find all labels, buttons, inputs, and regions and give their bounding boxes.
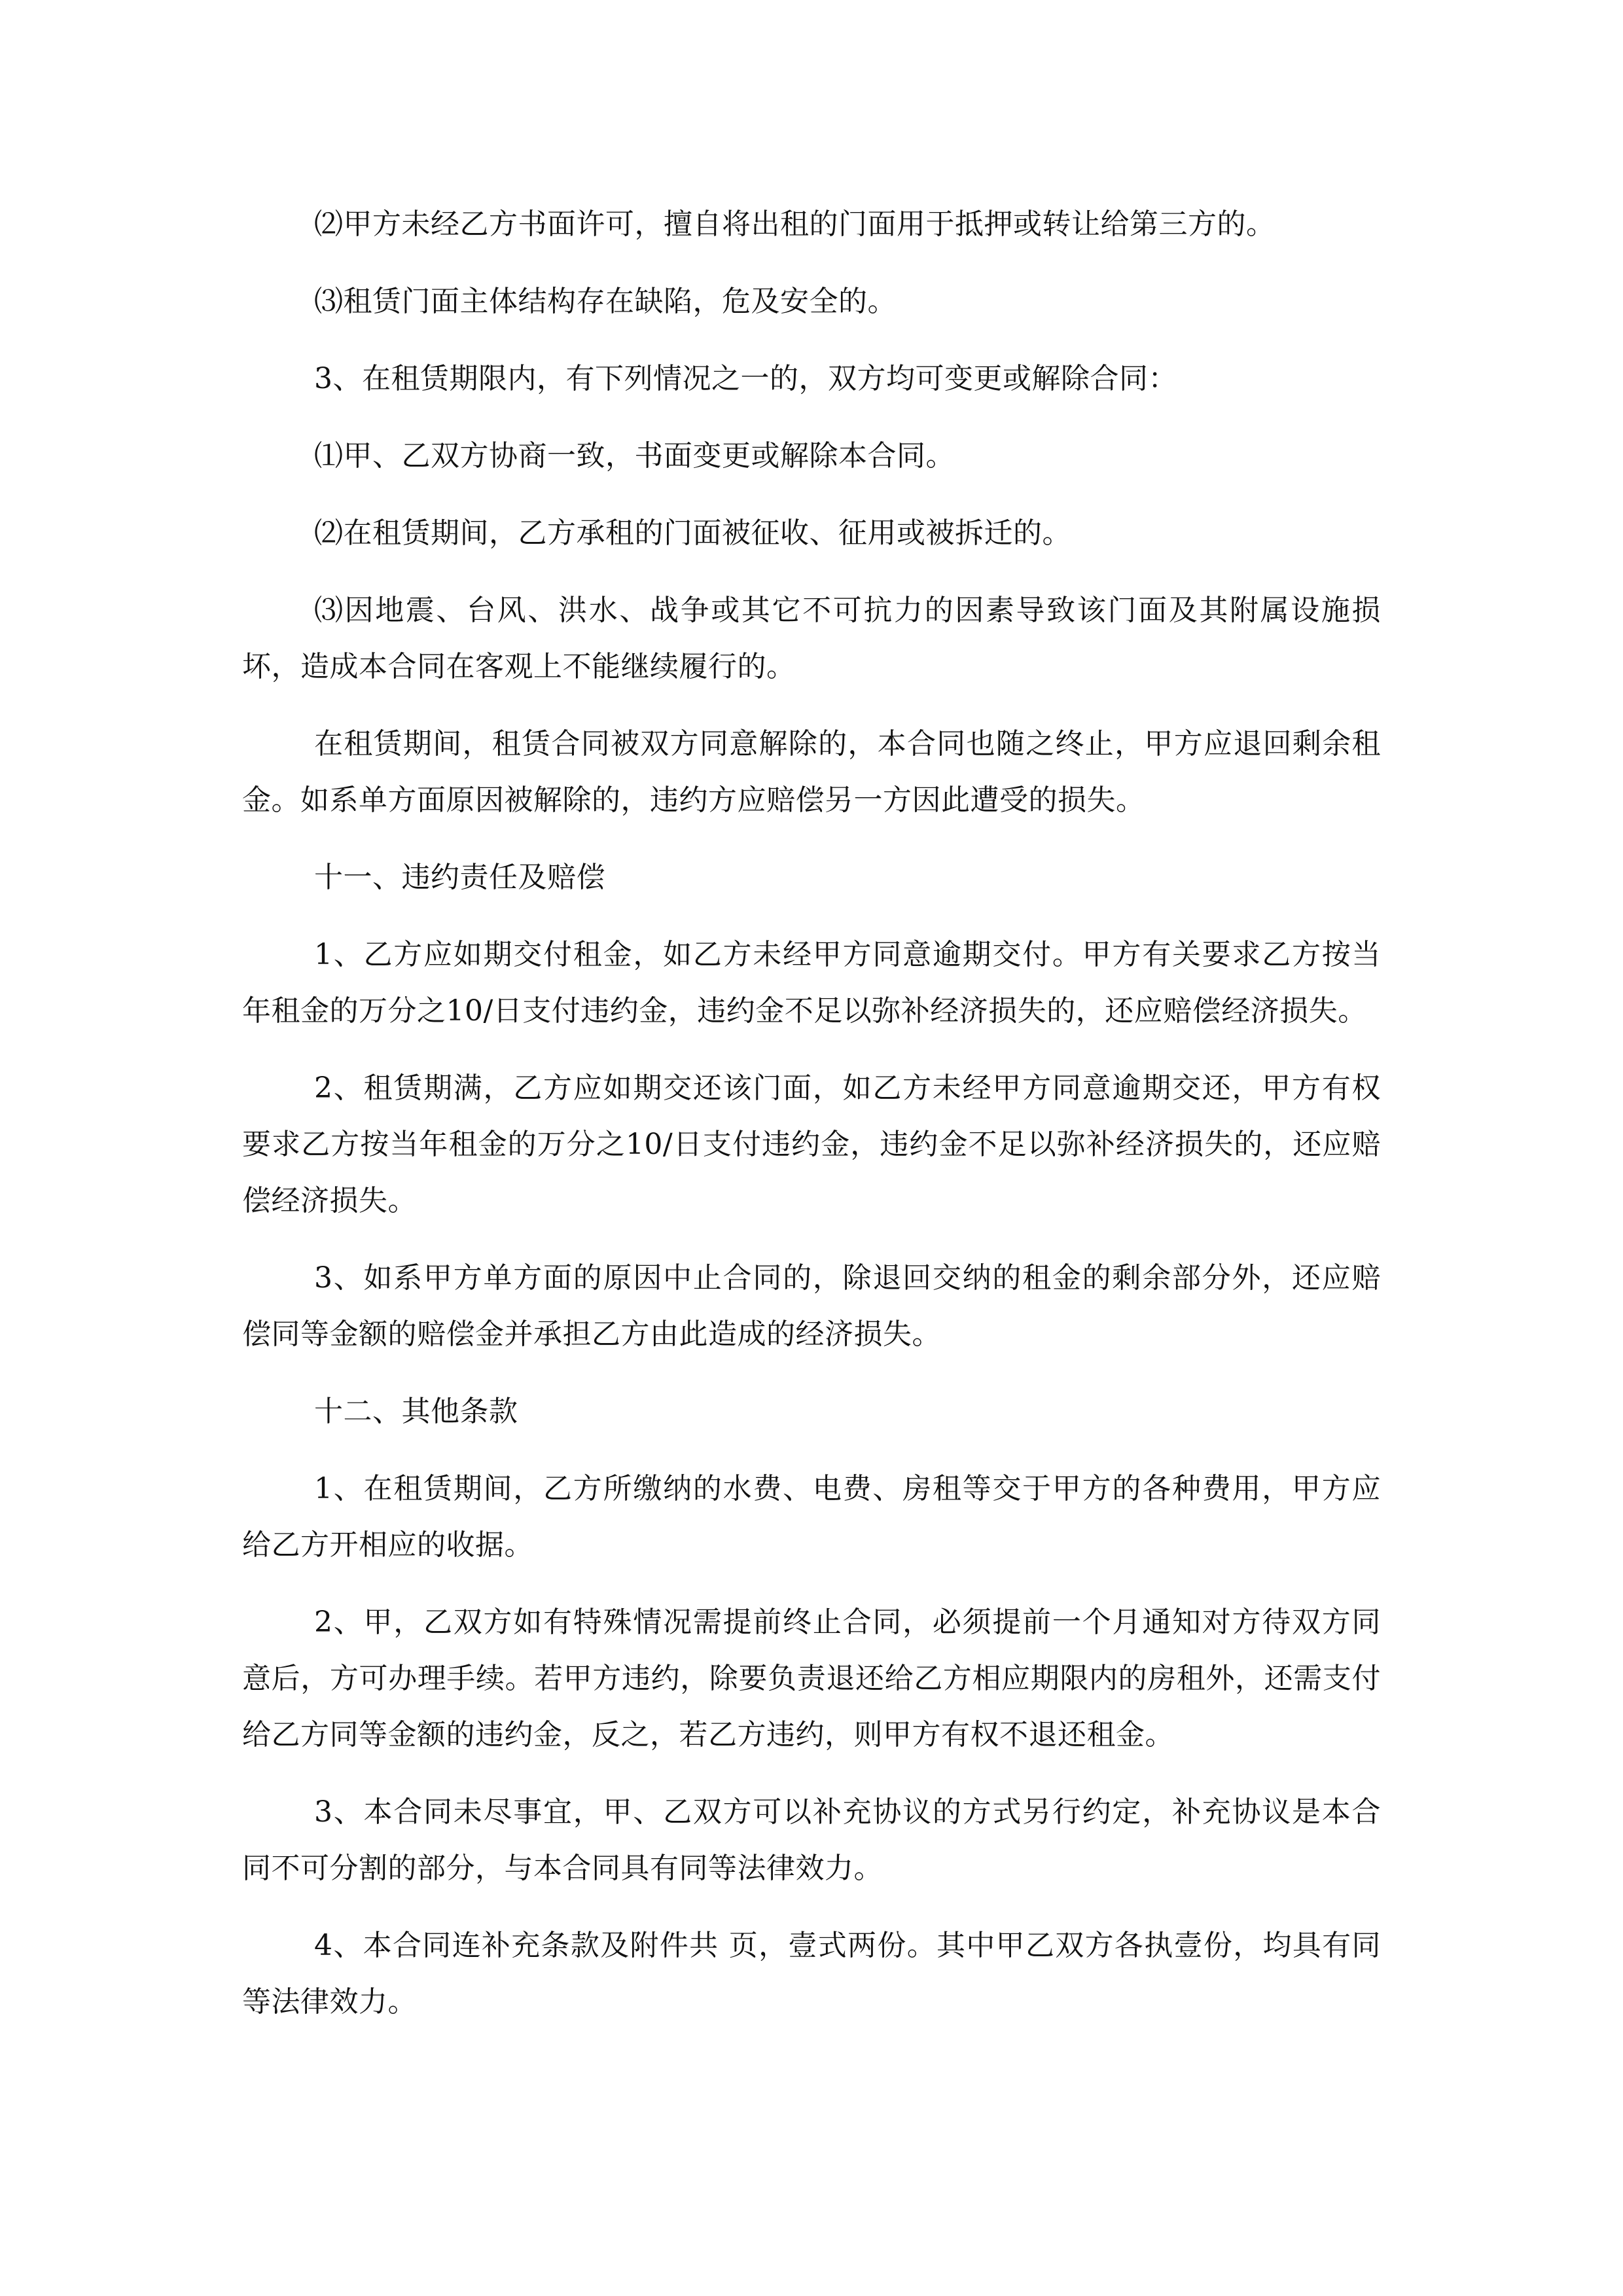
clause-paragraph: 3、本合同未尽事宜，甲、乙双方可以补充协议的方式另行约定，补充协议是本合同不可分割的部分，与本合同具有同等法律效力。 [242,1795,1381,1885]
clause-paragraph: 2、甲，乙双方如有特殊情况需提前终止合同，必须提前一个月通知对方待双方同意后，方可办理手续。若甲方违约，除要负责退还给乙方相应期限内的房租外，还需支付给乙方同等金额的违约金，反之，若乙方违约，则甲方有权不退还租金。 [242,1605,1381,1751]
document-body [242,196,1381,2051]
section-heading-other-terms: 十二、其他条款 [314,1395,518,1428]
clause-paragraph: ⑴甲、乙双方协商一致，书面变更或解除本合同。 [314,439,955,473]
section-heading-breach: 十一、违约责任及赔偿 [314,861,605,894]
clause-paragraph: 3、如系甲方单方面的原因中止合同的，除退回交纳的租金的剩余部分外，还应赔偿同等金额的赔偿金并承担乙方由此造成的经济损失。 [242,1261,1381,1351]
clause-paragraph: 1、乙方应如期交付租金，如乙方未经甲方同意逾期交付。甲方有关要求乙方按当年租金的万分之10/日支付违约金，违约金不足以弥补经济损失的，还应赔偿经济损失。 [242,938,1381,1028]
clause-paragraph: 2、租赁期满，乙方应如期交还该门面，如乙方未经甲方同意逾期交还，甲方有权要求乙方按当年租金的万分之10/日支付违约金，违约金不足以弥补经济损失的，还应赔偿经济损失。 [242,1071,1381,1217]
clause-paragraph: 4、本合同连补充条款及附件共 页，壹式两份。其中甲乙双方各执壹份，均具有同等法律效力。 [242,1929,1381,2018]
clause-paragraph: ⑶因地震、台风、洪水、战争或其它不可抗力的因素导致该门面及其附属设施损坏，造成本合同在客观上不能继续履行的。 [242,594,1381,683]
clause-paragraph: 3、在租赁期限内，有下列情况之一的，双方均可变更或解除合同： [314,362,1177,395]
clause-paragraph: 在租赁期间，租赁合同被双方同意解除的，本合同也随之终止，甲方应退回剩余租金。如系单方面原因被解除的，违约方应赔偿另一方因此遭受的损失。 [242,727,1381,817]
clause-paragraph: ⑶租赁门面主体结构存在缺陷，危及安全的。 [314,285,897,318]
clause-paragraph: 1、在租赁期间，乙方所缴纳的水费、电费、房租等交于甲方的各种费用，甲方应给乙方开相应的收据。 [242,1472,1381,1562]
clause-paragraph: ⑵甲方未经乙方书面许可，擅自将出租的门面用于抵押或转让给第三方的。 [314,207,1275,241]
clause-paragraph: ⑵在租赁期间，乙方承租的门面被征收、征用或被拆迁的。 [314,516,1071,550]
